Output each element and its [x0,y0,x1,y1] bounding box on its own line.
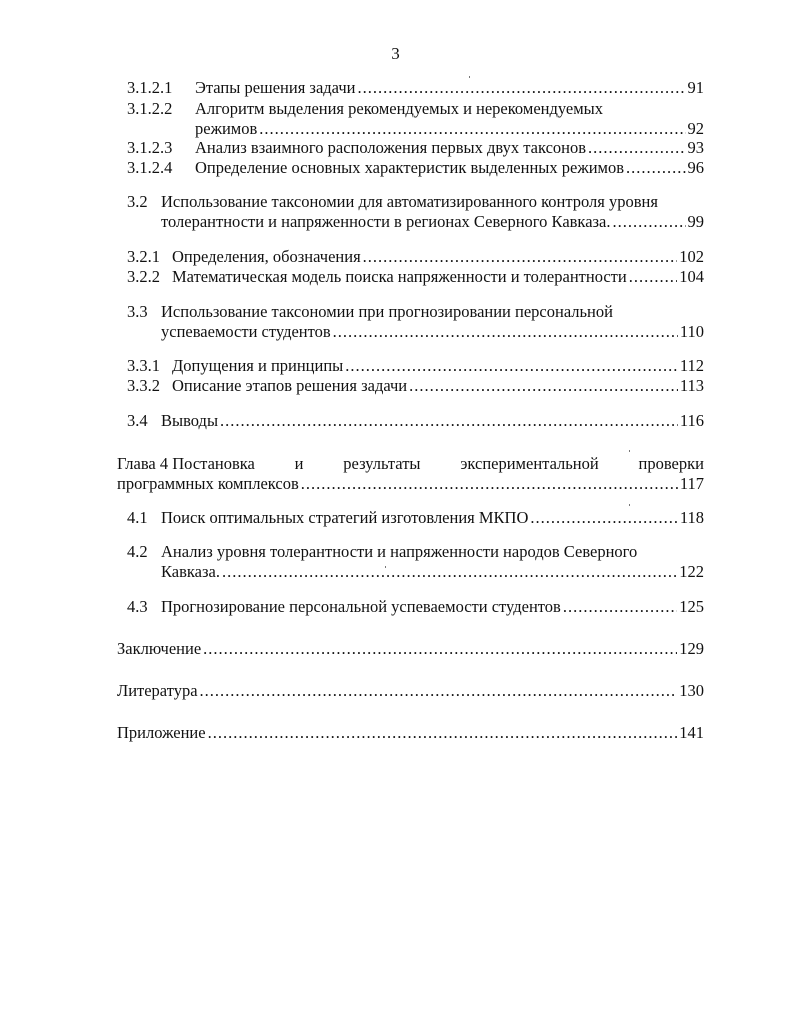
section-title: Использование таксономии при прогнозировании персональной [161,302,613,321]
dot-leader [208,723,678,743]
page-ref: 112 [679,356,704,375]
dot-leader [613,212,686,232]
page-ref: 129 [679,639,704,658]
section-number: 3.3.1 [127,356,160,375]
toc-entry-3-2-2[interactable] [127,267,704,287]
section-title: Использование таксономии для автоматизированного контроля уровня [161,192,658,211]
section-title: Допущения и принципы [172,356,344,375]
page-ref: 93 [687,138,704,157]
toc-entry-4-3[interactable] [127,597,704,617]
section-number: 3.1.2.1 [127,78,173,97]
chapter-word: результаты [343,454,421,473]
dot-leader [626,158,685,178]
section-number: 3.2.1 [127,247,160,266]
section-title: Анализ взаимного расположения первых двух таксонов [195,138,587,157]
section-title-continued: успеваемости студентов [161,322,331,341]
dot-leader [259,119,685,139]
toc-entry-literature[interactable] [117,681,704,701]
page-ref: 113 [679,376,704,395]
toc-entry-3-1-2-1[interactable] [127,78,704,98]
page-ref: 117 [679,474,704,493]
section-number: 4.2 [127,542,148,561]
dot-leader [530,508,677,528]
dot-leader [357,78,685,98]
dot-leader [220,411,678,431]
page-ref: 141 [679,723,704,742]
toc-entry-3-3-1[interactable] [127,356,704,376]
section-title: Математическая модель поиска напряженности и толерантности [172,267,627,286]
toc-entry-3-2-1[interactable] [127,247,704,267]
page-ref: 110 [679,322,704,341]
dot-leader [588,138,685,158]
section-title: Этапы решения задачи [195,78,356,97]
dot-leader [203,639,677,659]
section-number: 3.1.2.3 [127,138,173,157]
dot-leader [563,597,677,617]
section-number: 4.1 [127,508,148,527]
scan-speck [629,450,630,452]
page-ref: 92 [687,119,704,138]
page-ref: 125 [679,597,704,616]
toc-entry-3-2-line1[interactable] [127,192,658,212]
section-title: Выводы [161,411,219,430]
toc-entry-4-2-line1[interactable] [127,542,637,562]
page-ref: 102 [679,247,704,266]
toc-entry-3-3-line2[interactable] [161,322,704,342]
toc-entry-3-1-2-4[interactable] [127,158,704,178]
page-ref: 118 [679,508,704,527]
section-number: 4.3 [127,597,148,616]
toc-chapter-4-line2[interactable] [117,474,704,494]
dot-leader [409,376,678,396]
toc-entry-3-1-2-3[interactable] [127,138,704,158]
dot-leader [222,562,677,582]
page-ref: 122 [679,562,704,581]
section-title: Заключение [117,639,202,658]
scan-speck [385,566,386,568]
section-title: Определения, обозначения [172,247,361,266]
section-number: 3.4 [127,411,148,430]
dot-leader [363,247,678,267]
toc-entry-3-3-2[interactable] [127,376,704,396]
page-number: 3 [391,44,400,63]
section-title: Определение основных характеристик выделенных режимов [195,158,625,177]
section-title-continued: режимов [195,119,258,138]
dot-leader [200,681,678,701]
toc-entry-4-2-line2[interactable] [161,562,704,582]
dot-leader [301,474,678,494]
section-number: 3.2.2 [127,267,160,286]
scan-speck [469,76,470,78]
section-number: 3.3.2 [127,376,160,395]
section-title: Анализ уровня толерантности и напряженности народов Северного [161,542,638,561]
toc-entry-conclusion[interactable] [117,639,704,659]
page-ref: 104 [679,267,704,286]
toc-entry-3-4[interactable] [127,411,704,431]
dot-leader [333,322,678,342]
chapter-word: экспериментальной [460,454,599,473]
page-ref: 116 [679,411,704,430]
chapter-word: Глава 4 Постановка [117,454,255,473]
toc-entry-3-1-2-2-line2[interactable] [195,119,704,139]
section-number: 3.3 [127,302,148,321]
section-title: Описание этапов решения задачи [172,376,408,395]
dot-leader [629,267,678,287]
section-title-continued: Кавказа. [161,562,220,581]
page-ref: 91 [687,78,704,97]
toc-entry-3-1-2-2-line1[interactable] [127,99,603,119]
chapter-word: проверки [638,454,704,473]
page-ref: 99 [687,212,704,231]
page-ref: 130 [679,681,704,700]
section-title: Литература [117,681,198,700]
toc-entry-appendix[interactable] [117,723,704,743]
section-number: 3.1.2.2 [127,99,173,118]
section-number: 3.2 [127,192,148,211]
toc-entry-3-3-line1[interactable] [127,302,613,322]
chapter-title-continued: программных комплексов [117,474,299,493]
dot-leader [345,356,678,376]
toc-entry-4-1[interactable] [127,508,704,528]
section-title-continued: толерантности и напряженности в регионах Северного Кавказа. [161,212,611,231]
chapter-word: и [294,454,304,473]
scan-speck [629,504,630,506]
page-ref: 96 [687,158,704,177]
section-title: Поиск оптимальных стратегий изготовления МКПО [161,508,529,527]
section-title: Алгоритм выделения рекомендуемых и нерекомендуемых [195,99,603,118]
toc-entry-3-2-line2[interactable] [161,212,704,232]
section-number: 3.1.2.4 [127,158,173,177]
toc-chapter-4-line1[interactable] [117,454,704,474]
section-title: Приложение [117,723,206,742]
section-title: Прогнозирование персональной успеваемости студентов [161,597,561,616]
